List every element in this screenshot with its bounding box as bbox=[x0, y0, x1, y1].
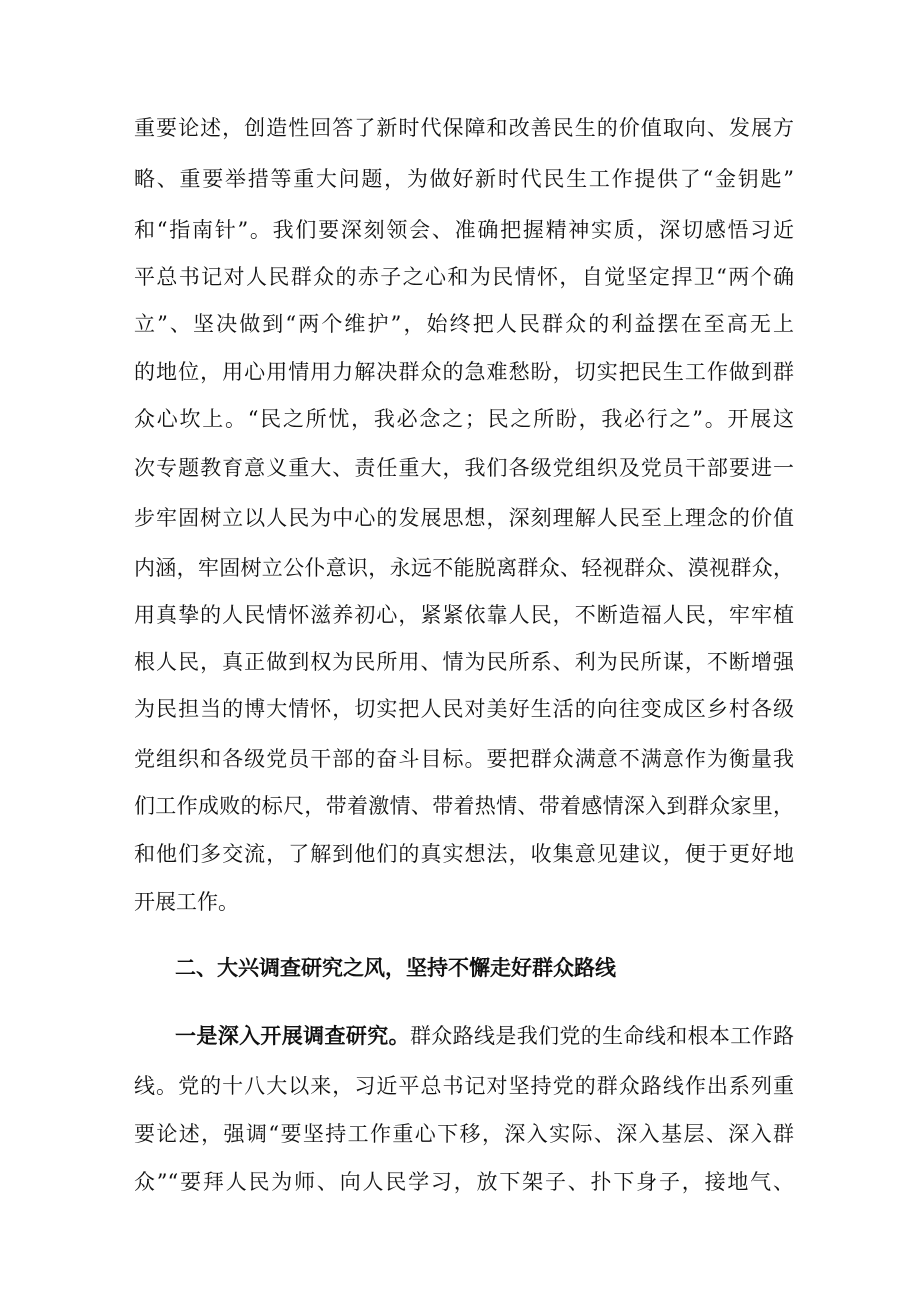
paragraph-line: 的地位，用心用情用力解决群众的急难愁盼，切实把民生工作做到群 bbox=[134, 360, 794, 384]
paragraph-line: 开展工作。 bbox=[134, 890, 239, 914]
section-heading: 二、大兴调查研究之风，坚持不懈走好群众路线 bbox=[175, 956, 616, 980]
paragraph-line: 用真挚的人民情怀滋养初心，紧紧依靠人民，不断造福人民，牢牢植 bbox=[134, 603, 794, 627]
paragraph-line: 和“指南针”。我们要深刻领会、准确把握精神实质，深切感悟习近 bbox=[134, 218, 794, 242]
paragraph-first-line bbox=[175, 1020, 794, 1052]
paragraph-line: 党组织和各级党员干部的奋斗目标。要把群众满意不满意作为衡量我 bbox=[134, 747, 794, 771]
paragraph-line: 为民担当的博大情怀，切实把人民对美好生活的向往变成区乡村各级 bbox=[134, 697, 794, 721]
paragraph-line: 们工作成败的标尺，带着激情、带着热情、带着感情深入到群众家里， bbox=[134, 794, 794, 818]
paragraph-line: 内涵，牢固树立公仆意识，永远不能脱离群众、轻视群众、漠视群众， bbox=[134, 556, 794, 580]
paragraph-line: 根人民，真正做到权为民所用、情为民所系、利为民所谋，不断增强 bbox=[134, 650, 794, 674]
paragraph-line: 线。党的十八大以来，习近平总书记对坚持党的群众路线作出系列重 bbox=[134, 1074, 794, 1098]
paragraph-line: 步牢固树立以人民为中心的发展思想，深刻理解人民至上理念的价值 bbox=[134, 506, 794, 530]
paragraph-line: 次专题教育意义重大、责任重大，我们各级党组织及党员干部要进一 bbox=[134, 456, 794, 480]
paragraph-line: 和他们多交流，了解到他们的真实想法，收集意见建议，便于更好地 bbox=[134, 842, 794, 866]
paragraph-line: 重要论述，创造性回答了新时代保障和改善民生的价值取向、发展方 bbox=[134, 116, 794, 140]
paragraph-line: 略、重要举措等重大问题，为做好新时代民生工作提供了“金钥匙” bbox=[134, 167, 794, 191]
paragraph-lead: 一是深入开展调查研究。 bbox=[175, 1024, 410, 1048]
paragraph-line: 要论述，强调“要坚持工作重心下移，深入实际、深入基层、深入群 bbox=[134, 1122, 794, 1146]
paragraph-line: 立”、坚决做到“两个维护”，始终把人民群众的利益摆在至高无上 bbox=[134, 312, 794, 336]
paragraph-line: 众”“要拜人民为师、向人民学习，放下架子、扑下身子，接地气、 bbox=[134, 1170, 794, 1194]
paragraph-line: 众心坎上。“民之所忧，我必念之；民之所盼，我必行之”。开展这 bbox=[134, 407, 794, 431]
paragraph-first-text: 群众路线是我们党的生命线和根本工作路 bbox=[409, 1024, 795, 1048]
paragraph-line: 平总书记对人民群众的赤子之心和为民情怀，自觉坚定捍卫“两个确 bbox=[134, 265, 794, 289]
